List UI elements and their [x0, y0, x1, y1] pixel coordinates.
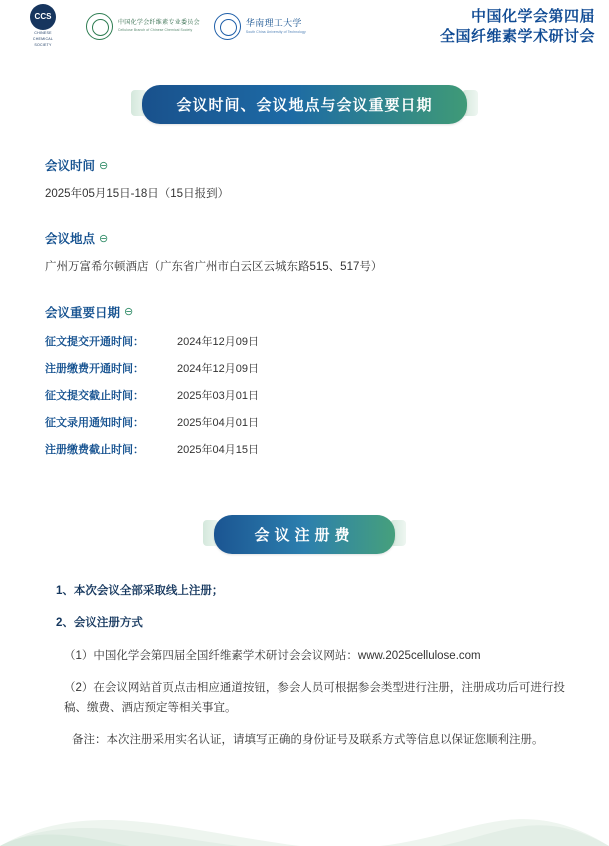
important-dates-heading-label: 会议重要日期: [45, 305, 121, 320]
fee-sub-item-2: （2）在会议网站首页点击相应通道按钮，参会人员可根据参会类型进行注册，注册成功后可进行投稿、缴费、酒店预定等相关事宜。: [64, 682, 565, 714]
date-row: [45, 360, 564, 376]
section2-content: [0, 582, 609, 751]
heading-deco-icon: ⊖: [99, 232, 109, 245]
date-label: 征文录用通知时间：: [45, 416, 144, 429]
date-row: [45, 441, 564, 457]
meeting-time-heading-label: 会议时间: [45, 159, 96, 173]
fee-item-1: 1、本次会议全部采取线上注册；: [56, 584, 224, 597]
logo-group: [14, 4, 306, 48]
committee-logo-cn: 中国化学会纤维素专业委员会: [118, 20, 200, 27]
heading-deco-icon: ⊖: [124, 306, 134, 318]
section1-ribbon-title: 会议时间、会议地点与会议重要日期: [142, 85, 466, 124]
conference-title-line1: 中国化学会第四届: [470, 8, 595, 25]
meeting-time-value: 2025年05月15日-18日（15日报到）: [45, 188, 230, 200]
meeting-place-heading-label: 会议地点: [45, 232, 96, 247]
meeting-place-value: 广州万富希尔顿酒店（广东省广州市白云区云城东路515、517号）: [45, 261, 383, 274]
date-value: 2024年12月09日: [177, 335, 259, 348]
fee-sub-item-1: （1）中国化学会第四届全国纤维素学术研讨会会议网站：www.2025cellulose.com: [64, 649, 481, 662]
date-value: 2024年12月09日: [177, 362, 259, 375]
date-row: [45, 414, 564, 430]
date-row: [45, 333, 564, 349]
section1-content: [0, 156, 609, 457]
ccs-logo: [14, 4, 72, 48]
meeting-place-heading: [45, 229, 564, 247]
page-header: [0, 0, 609, 52]
important-dates-heading: [45, 303, 564, 321]
committee-logo-text: [118, 20, 200, 32]
date-label: 征文提交开通时间：: [45, 335, 144, 348]
date-row: [45, 387, 564, 403]
fee-item-2: 2、会议注册方式: [56, 617, 143, 630]
committee-logo-en: Cellulose Branch of Chinese Chemical Society: [118, 27, 193, 32]
date-label: 征文提交截止时间：: [45, 389, 144, 402]
section2-ribbon-wrap: [0, 515, 609, 554]
footer-wave-decoration: [0, 736, 609, 846]
date-value: 2025年03月01日: [177, 389, 259, 402]
date-label: 注册缴费截止时间：: [45, 443, 144, 456]
date-label: 注册缴费开通时间：: [45, 362, 144, 375]
conference-title-line2: 全国纤维素学术研讨会: [439, 28, 595, 45]
date-value: 2025年04月15日: [177, 443, 259, 456]
section1-ribbon-wrap: [0, 85, 609, 124]
fee-note: 备注：本次注册采用实名认证，请填写正确的身份证号及联系方式等信息以保证您顺利注册。: [72, 734, 544, 747]
ccs-logo-caption-2: CHEMICAL: [32, 37, 54, 41]
scut-logo-en: South China University of Technology: [245, 29, 306, 34]
scut-logo: [214, 13, 306, 40]
committee-seal-icon: [86, 13, 113, 40]
ccs-logo-caption-1: CHINESE: [34, 31, 52, 35]
scut-logo-cn: 华南理工大学: [245, 18, 302, 29]
university-seal-icon: [214, 13, 241, 40]
meeting-time-heading: [45, 156, 564, 174]
section2-ribbon-title: 会议注册费: [214, 515, 394, 554]
heading-deco-icon: ⊖: [99, 159, 109, 172]
ccs-logo-mark: CCS: [30, 4, 56, 30]
important-dates-list: [45, 333, 564, 457]
green-committee-logo: [86, 13, 200, 40]
conference-title: [440, 7, 595, 47]
scut-logo-text: [246, 18, 306, 34]
date-value: 2025年04月01日: [177, 416, 259, 429]
ccs-logo-caption-3: SOCIETY: [34, 43, 52, 47]
